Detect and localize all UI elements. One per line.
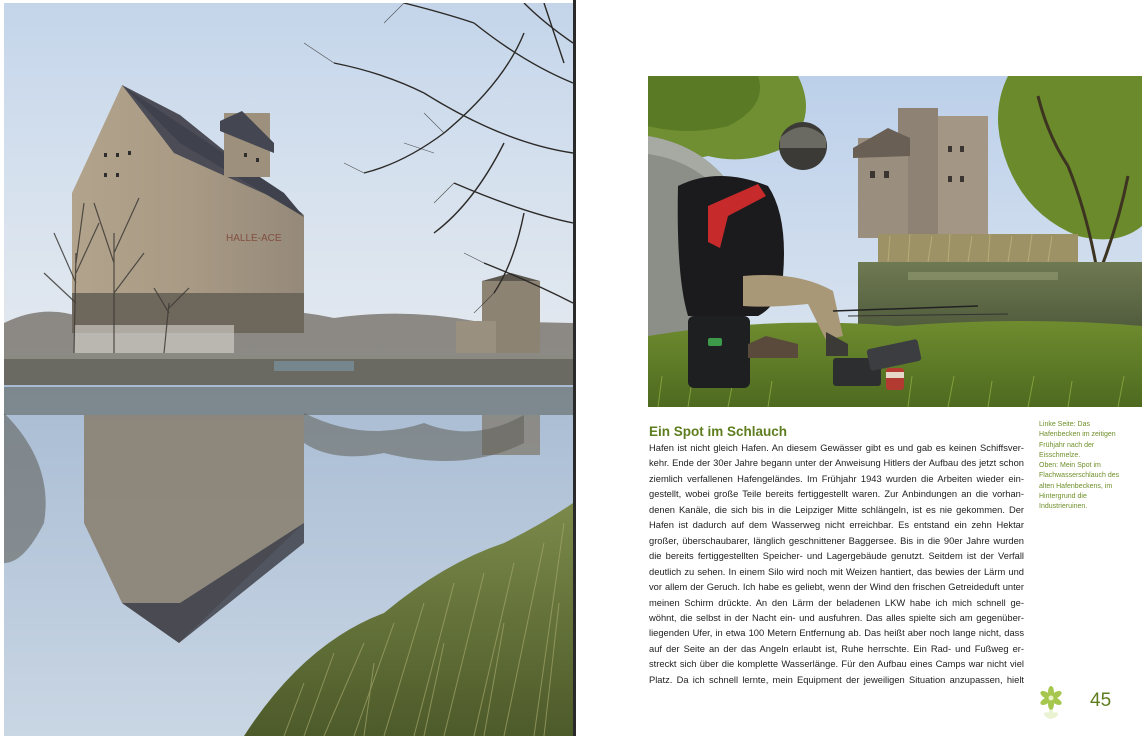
caption-line: Hafenbecken im zeitigen <box>1039 431 1116 439</box>
section-heading: Ein Spot im Schlauch <box>649 424 788 439</box>
body-line: auf der Seite an der das Angeln erlaubt ist, Ruhe herrschte. Ein Rad- und Fußweg er- <box>649 643 1024 654</box>
body-line: liegenden Ufer, in etwa 100 Metern Entfernung ab. Das heißt aber noch lange nicht, dass <box>649 628 1024 639</box>
body-line: Hafen ist nicht gleich Hafen. An diesem Gewässer gibt es und gab es keinen Schiffsver- <box>649 443 1024 453</box>
building-sign: HALLE-ACE <box>226 233 282 244</box>
body-line: kehr. Ende der 30er Jahre begann unter der Anweisung Hitlers der Aufbau des jetzt schon <box>649 458 1024 469</box>
caption-line: Frühjahr nach der <box>1039 441 1095 449</box>
body-line: wöhnt, die selbst in der Nacht ein- und ausfuhren. Das alles spielte sich am gegenüber- <box>649 612 1024 623</box>
body-line: vor allem der Geruch. Ich habe es geliebt, wenn der Wind den frischen Getreideduft unter <box>649 582 1024 593</box>
caption-line: Eisschmelze. <box>1039 451 1081 459</box>
body-line: Hafen ist dadurch auf dem Wasserweg nicht erreichbar. Es entstand ein zehn Hektar <box>649 520 1024 531</box>
body-line: die bereits fertiggestellten Speicher- und Lagergebäude genutzt. Seitdem ist der Verfall <box>649 551 1024 562</box>
body-line: Platz. Da ich schnell lernte, mein Equipment der jeweiligen Situation anzupassen, hielt <box>649 674 1024 685</box>
left-page-photo <box>4 3 573 736</box>
body-line: deutlich zu sehen. In einem Silo wird noch mit Weizen hantiert, das bewies der Lärm und <box>649 566 1024 577</box>
caption-line: Flachwasserschlauch des <box>1039 472 1120 480</box>
caption-line: Linke Seite: Das <box>1039 421 1090 428</box>
flower-icon <box>1038 686 1064 722</box>
caption-line: Hintergrund die <box>1039 493 1087 501</box>
page-number: 45 <box>1090 690 1112 711</box>
photo-caption <box>1039 420 1135 513</box>
caption-line: alten Hafenbeckens, im <box>1039 482 1113 490</box>
body-line: gestellt, wobei große Teile bereits fertiggestellt waren. Zur Anbindungen an die vorhan- <box>649 489 1024 500</box>
right-page-photo <box>648 76 1142 407</box>
caption-line: Oben: Mein Spot im <box>1039 462 1101 470</box>
body-line: denen Kanäle, die sich bis in die Leipziger Mitte schlängeln, ist es nie gekommen. Der <box>649 504 1024 515</box>
body-line: ziemlich verfallenen Hafengeländes. Im Frühjahr 1943 wurden die Arbeiten wieder ein- <box>649 473 1024 484</box>
body-line: streckt sich über die komplette Wasserlänge. Für den Aufbau eines Camps war nicht viel <box>649 659 1024 670</box>
caption-line: Industrieruinen. <box>1039 503 1088 511</box>
body-text <box>649 441 1024 688</box>
body-line: großer, überschaubarer, länglich geschnittener Baggersee. Bis in die 90er Jahre wurden <box>649 535 1024 546</box>
body-line: meinen Schirm drückte. An den Lärm der beladenen LKW habe ich mich schnell ge- <box>649 597 1024 608</box>
